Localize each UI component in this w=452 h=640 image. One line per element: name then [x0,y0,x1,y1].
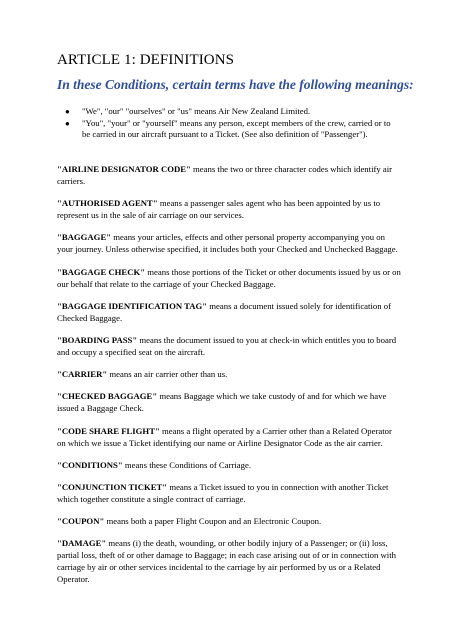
definition-text: means both a paper Flight Coupon and an Electronic Coupon. [104,516,322,527]
bullet-icon: ● [65,118,70,128]
definition-term: "BOARDING PASS" [57,334,138,345]
definition-conjunction-ticket [57,481,402,505]
definition-term: "AIRLINE DESIGNATOR CODE" [57,164,191,174]
definition-text: means a Ticket issued to you in connection with another Ticket which together constitute a single contract of carriage. [57,481,389,504]
definition-boarding-pass [57,334,402,358]
definition-text: means your articles, effects and other personal property accompanying you on your journey. Unless otherwise specified, it includes both your Checked and Unchecked Baggage. [57,232,398,255]
definition-baggage-identification-tag [57,300,402,324]
definition-text: means (i) the death, wounding, or other bodily injury of a Passenger; or (ii) loss, partial loss, theft of or other damage to Baggage; in each case arising out of or in connection with carriage by air or other services incidental to the carriage by air performed by us or a Related Operator. [57,538,396,585]
definition-baggage [57,231,402,255]
definition-text: means those portions of the Ticket or other documents issued by us or on our behalf that relate to the carriage of your Checked Baggage. [57,266,401,289]
definition-term: "CONJUNCTION TICKET" [57,481,168,492]
definition-text: means a flight operated by a Carrier other than a Related Operator on which we issue a Ticket identifying our name or Airline Designator Code as the air carrier. [57,425,392,448]
definition-authorised-agent [57,197,402,221]
list-item [57,106,397,117]
definition-damage [57,537,402,585]
page-title: ARTICLE 1: DEFINITIONS [57,52,235,68]
bullet-text: "We", "our" "ourselves" or "us" means Air New Zealand Limited. [82,106,311,116]
definitions-list [57,163,402,595]
definition-airline-designator-code [57,163,402,187]
definition-text: means the two or three character codes which identify air carriers. [57,164,393,186]
definition-term: "AUTHORISED AGENT" [57,198,158,209]
definition-term: "CARRIER" [57,369,108,380]
definition-carrier [57,368,402,380]
definition-text: means a document issued solely for identification of Checked Baggage. [57,300,391,323]
definition-term: "BAGGAGE" [57,232,112,243]
list-item [57,118,397,141]
definition-term: "COUPON" [57,516,105,527]
definition-checked-baggage [57,390,402,414]
definition-text: means an air carrier other than us. [107,369,228,380]
definition-baggage-check [57,266,402,290]
definition-conditions [57,459,402,471]
definition-term: "DAMAGE" [57,538,107,549]
bullet-list [57,106,397,141]
bullet-text: "You", "your" or "yourself" means any person, except members of the crew, carried or to be carried in our aircraft pursuant to a Ticket. (See also definition of "Passenger"). [82,117,391,140]
definition-text: means Baggage which we take custody of and for which we have issued a Baggage Check. [57,391,387,414]
definition-term: "CODE SHARE FLIGHT" [57,425,160,436]
definition-term: "CHECKED BAGGAGE" [57,391,158,402]
definition-text: means the document issued to you at check-in which entitles you to board and occupy a specified seat on the aircraft. [57,334,397,357]
definition-text: means these Conditions of Carriage. [122,459,252,470]
definition-term: "BAGGAGE CHECK" [57,266,146,277]
definition-term: "BAGGAGE IDENTIFICATION TAG" [57,300,208,311]
bullet-icon: ● [65,107,70,116]
definition-term: "CONDITIONS" [57,459,123,470]
definition-coupon [57,515,402,527]
section-subtitle: In these Conditions, certain terms have the following meanings: [57,77,414,92]
definition-text: means a passenger sales agent who has been appointed by us to represent us in the sale of air carriage on our services. [57,198,381,221]
definition-code-share-flight [57,425,402,449]
